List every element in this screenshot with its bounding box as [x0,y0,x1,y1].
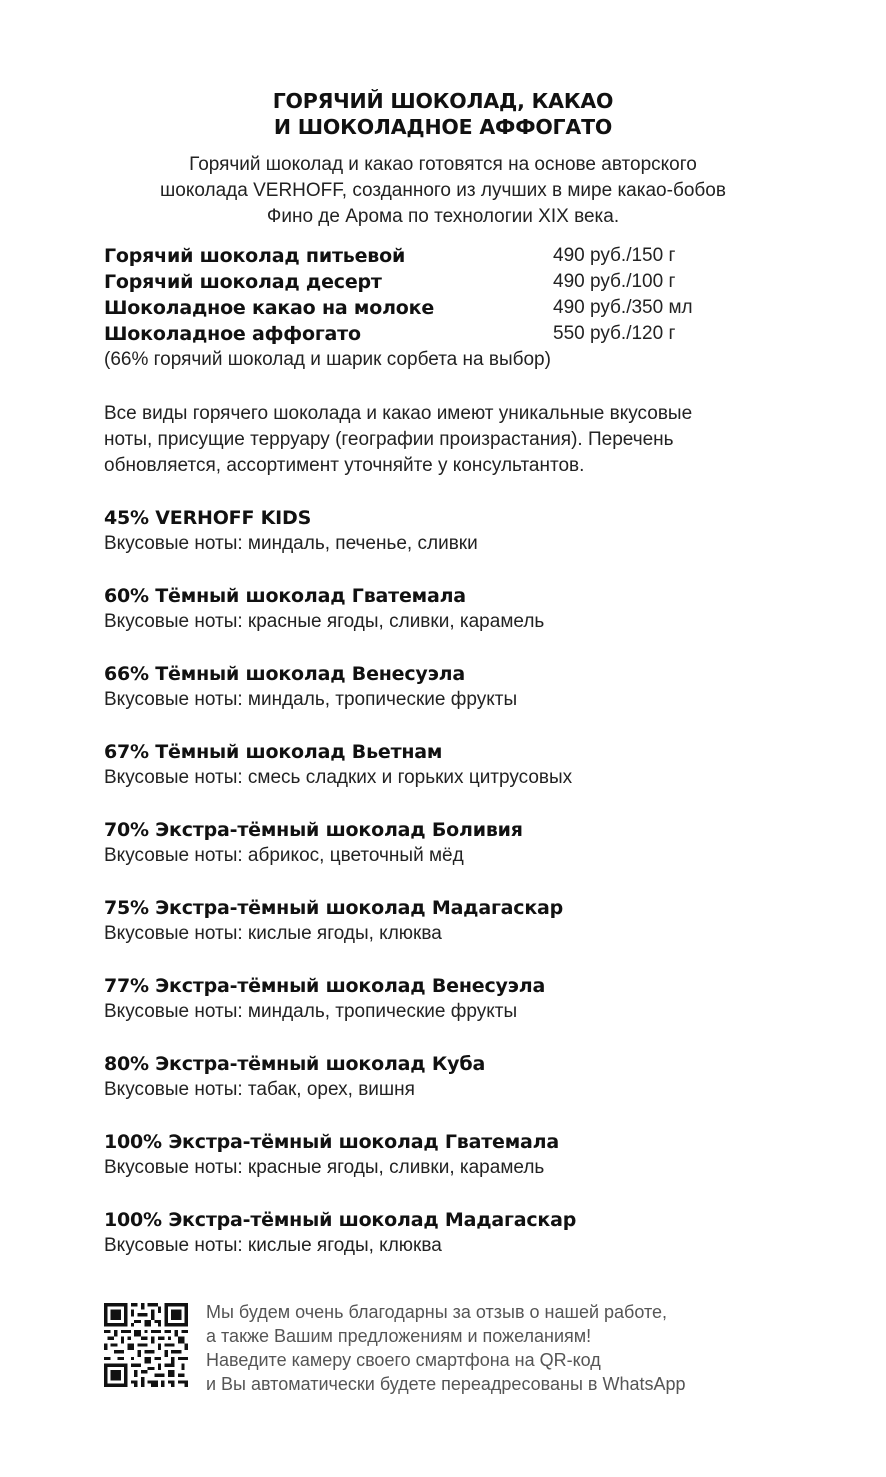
variety-notes: Вкусовые ноты: абрикос, цветочный мёд [104,845,464,866]
paragraph-line-3: обновляется, ассортимент уточняйте у консультантов. [104,455,585,476]
list-item [104,1051,824,1129]
variety-name: 66% Тёмный шоколад Венесуэла [104,663,466,685]
variety-notes: Вкусовые ноты: красные ягоды, сливки, карамель [104,1157,545,1178]
price-row [104,243,804,269]
price-row [104,321,804,347]
variety-name: 70% Экстра-тёмный шоколад Боливия [104,819,523,841]
paragraph-line-2: ноты, присущие терруару (географии произрастания). Перечень [104,429,674,450]
price-item-price: 490 руб./150 г [553,245,676,266]
intro-text [0,152,886,230]
price-row [104,295,804,321]
list-item [104,505,824,583]
price-item-price: 550 руб./120 г [553,323,676,344]
variety-name: 100% Экстра-тёмный шоколад Гватемала [104,1131,560,1153]
variety-name: 67% Тёмный шоколад Вьетнам [104,741,443,763]
list-item [104,895,824,973]
list-item [104,1207,824,1285]
variety-notes: Вкусовые ноты: миндаль, тропические фрукты [104,689,518,710]
intro-line-2: шоколада VERHOFF, созданного из лучших в мире какао-бобов [160,180,726,201]
feedback-line-1: Мы будем очень благодарны за отзыв о нашей работе, [206,1302,668,1322]
variety-name: 100% Экстра-тёмный шоколад Мадагаскар [104,1209,577,1231]
price-item-name: Шоколадное какао на молоке [104,297,435,319]
list-item [104,973,824,1051]
feedback-line-4: и Вы автоматически будете переадресованы в WhatsApp [206,1374,686,1394]
variety-notes: Вкусовые ноты: кислые ягоды, клюква [104,923,442,944]
variety-notes: Вкусовые ноты: кислые ягоды, клюква [104,1235,442,1256]
price-item-name: Шоколадное аффогато [104,323,361,345]
variety-name: 75% Экстра-тёмный шоколад Мадагаскар [104,897,564,919]
list-item [104,661,824,739]
price-row [104,269,804,295]
intro-line-1: Горячий шоколад и какао готовятся на основе авторского [189,154,697,175]
title-line-1: ГОРЯЧИЙ ШОКОЛАД, КАКАО [272,89,614,113]
feedback-line-3: Наведите камеру своего смартфона на QR-код [206,1350,601,1370]
list-item [104,739,824,817]
variety-notes: Вкусовые ноты: миндаль, печенье, сливки [104,533,478,554]
variety-name: 60% Тёмный шоколад Гватемала [104,585,466,607]
list-item [104,1129,824,1207]
price-item-price: 490 руб./350 мл [553,297,693,318]
intro-line-3: Фино де Арома по технологии XIX века. [266,206,620,227]
feedback-text [206,1300,826,1396]
variety-notes: Вкусовые ноты: красные ягоды, сливки, карамель [104,611,545,632]
page-title [0,88,886,140]
price-item-name: Горячий шоколад питьевой [104,245,406,267]
list-item [104,583,824,661]
feedback-line-2: а также Вашим предложениям и пожеланиям! [206,1326,592,1346]
list-item [104,817,824,895]
qr-code-icon[interactable] [104,1303,188,1387]
price-note: (66% горячий шоколад и шарик сорбета на выбор) [104,349,551,370]
price-item-price: 490 руб./100 г [553,271,676,292]
assortment-paragraph [104,401,804,479]
variety-notes: Вкусовые ноты: смесь сладких и горьких цитрусовых [104,767,573,788]
variety-notes: Вкусовые ноты: миндаль, тропические фрукты [104,1001,518,1022]
paragraph-line-1: Все виды горячего шоколада и какао имеют уникальные вкусовые [104,403,693,424]
variety-notes: Вкусовые ноты: табак, орех, вишня [104,1079,415,1100]
price-item-name: Горячий шоколад десерт [104,271,382,293]
variety-name: 45% VERHOFF KIDS [104,507,312,529]
title-line-2: И ШОКОЛАДНОЕ АФФОГАТО [273,115,613,139]
price-list [104,243,804,373]
variety-name: 77% Экстра-тёмный шоколад Венесуэла [104,975,546,997]
chocolate-varieties-list [104,505,824,1285]
variety-name: 80% Экстра-тёмный шоколад Куба [104,1053,486,1075]
